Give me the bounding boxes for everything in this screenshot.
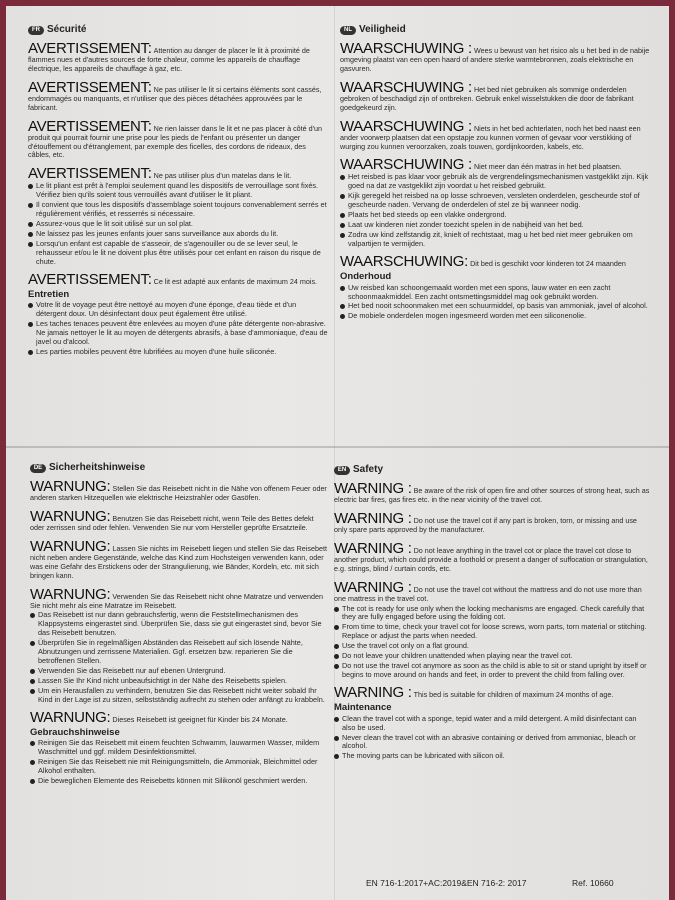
- warning-text: Ne rien laisser dans le lit et ne pas placer à côté d'un produit qui pourrait fournir une prise pour les pieds de l'enfant ou présenter un danger d'étouffement ou d'étranglement, par exemple des ficelles, des cordons de rideaux, des câbles, etc.: [28, 123, 323, 160]
- warning-keyword: WARNING :: [334, 509, 412, 527]
- section-title-fr: [28, 26, 328, 35]
- list-item-text: Clean the travel cot with a sponge, tepid water and a mild detergent. A mild disinfectant can also be used.: [342, 713, 637, 732]
- list-item: [30, 667, 328, 676]
- bullet-icon: [334, 644, 339, 649]
- list-item-text: Reinigen Sie das Reisebett mit einem feuchten Schwamm, lauwarmen Wasser, mildem Waschmittel und ggf. mildem Desinfektionsmittel.: [38, 738, 320, 757]
- bullet-icon: [340, 314, 345, 319]
- warning-keyword: WARNUNG:: [30, 585, 111, 603]
- list-item-text: Het bed nooit schoonmaken met een schuurmiddel, op basis van ammoniak, javel of alcohol.: [348, 301, 648, 311]
- list-item: [28, 201, 328, 219]
- warning-text: Het bed niet gebruiken als sommige onderdelen gebroken of beschadigd zijn of ontbreken. Gebruik enkel wisselstukken die door de fabrikant goedgekeurd zijn.: [340, 84, 634, 112]
- warning-block: [28, 119, 328, 161]
- warning-keyword: WAARSCHUWING :: [340, 78, 472, 96]
- bullet-icon: [30, 779, 35, 784]
- bullet-icon: [340, 213, 345, 218]
- warning-keyword: WARNUNG:: [30, 537, 111, 555]
- list-item: [28, 348, 328, 357]
- list-item: [28, 240, 328, 267]
- list-item-text: Do not leave your children unattended when playing near the travel cot.: [342, 651, 573, 661]
- warning-text: Dit bed is geschikt voor kinderen tot 24 maanden: [470, 258, 626, 268]
- warning-block: [334, 541, 650, 574]
- warning-keyword: WAARSCHUWING :: [340, 117, 472, 135]
- bullet-icon: [334, 664, 339, 669]
- warning-block: [30, 509, 328, 533]
- warning-block: [28, 166, 328, 181]
- bullet-icon: [334, 717, 339, 722]
- list-item: [334, 734, 650, 752]
- warning-text: Niet meer dan één matras in het bed plaatsen.: [473, 162, 622, 172]
- warning-keyword: WARNING :: [334, 539, 412, 557]
- list-item: [30, 639, 328, 666]
- list-item-text: The cot is ready for use only when the locking mechanisms are engaged. Check carefully that they are fully engaged before using the folding cot.: [342, 603, 645, 622]
- bullet-icon: [28, 232, 33, 237]
- list-item: [340, 173, 652, 191]
- warning-block: [30, 710, 328, 725]
- section-fr: [28, 26, 328, 358]
- bullet-icon: [30, 760, 35, 765]
- warning-text: This bed is suitable for children of maximum 24 months of age.: [413, 689, 614, 699]
- warning-block: [340, 80, 652, 113]
- list-item: [334, 752, 650, 761]
- warning-block: [340, 254, 652, 269]
- section-title-text: Sicherheitshinweise: [49, 462, 146, 474]
- warning-block: [334, 481, 650, 505]
- list-item: [334, 715, 650, 733]
- list-item: [340, 192, 652, 210]
- list-item: [340, 211, 652, 220]
- list-item: [334, 642, 650, 651]
- bullet-icon: [334, 736, 339, 741]
- section-title-text: Veiligheid: [359, 24, 406, 36]
- list-item-text: Die beweglichen Elemente des Reisebetts können mit Silikonöl geschmiert werden.: [38, 776, 308, 786]
- list-item-text: Use the travel cot only on a flat ground.: [342, 641, 469, 651]
- warning-block: [28, 272, 328, 287]
- list-item-text: Il convient que tous les dispositifs d'assemblage soient toujours convenablement serrés et régulièrement vérifiés, et resserrés si nécessaire.: [36, 200, 327, 219]
- list-item: [30, 758, 328, 776]
- list-item-text: Das Reisebett ist nur dann gebrauchsfertig, wenn die Feststellmechanismen des Klappsystems eingerastet sind. Überprüfen Sie, dass sie gut eingerastet sind, bevor Sie das Reisebett benutzen.: [38, 610, 322, 638]
- list-item: [334, 662, 650, 680]
- warning-text: Lassen Sie nichts im Reisebett liegen und stellen Sie das Reisebett nicht neben andere Gegenstände, welche das Kind zum Hochsteigen verwenden kann, oder was eine Gefahr des Erstickens oder der Strangulierung, wie Bänder, Kordeln, etc. mit sich bringen kann.: [30, 543, 327, 580]
- list-item-text: Ne laissez pas les jeunes enfants jouer sans surveillance aux abords du lit.: [36, 228, 279, 238]
- flag-nl-icon: NL: [340, 26, 356, 35]
- warning-keyword: WAARSCHUWING:: [340, 252, 469, 270]
- care-title: Maintenance: [334, 701, 392, 713]
- list-item-text: Do not use the travel cot anymore as soon as the child is able to sit or stand upright by itself or begins to move around on hands and feet, in order to prevent the child from falling over.: [342, 660, 647, 679]
- list-item-text: Les parties mobiles peuvent être lubrifiées au moyen d'une huile siliconée.: [36, 346, 277, 356]
- list-item-text: De mobiele onderdelen mogen ingesmeerd worden met een siliconenolie.: [348, 311, 587, 321]
- section-title-en: [334, 466, 650, 475]
- list-item: [30, 777, 328, 786]
- warning-text: Dieses Reisebett ist geeignet für Kinder bis 24 Monate.: [112, 714, 288, 724]
- bullet-icon: [340, 286, 345, 291]
- fold-line-horizontal: [6, 446, 669, 448]
- care-title: Entretien: [28, 288, 70, 300]
- bullet-icon: [340, 304, 345, 309]
- section-title-de: [30, 464, 328, 473]
- warning-keyword: AVERTISSEMENT:: [28, 117, 152, 135]
- warning-text: Benutzen Sie das Reisebett nicht, wenn Teile des Bettes defekt oder zerrissen sind oder fehlen. Verwenden Sie nur vom Hersteller geprüfte Ersatzteile.: [30, 513, 314, 532]
- bullet-icon: [30, 641, 35, 646]
- warning-text: Ce lit est adapté aux enfants de maximum 24 mois.: [153, 276, 318, 286]
- warning-text: Do not use the travel cot without the mattress and do not use more than one mattress in the travel cot.: [334, 584, 642, 603]
- list-item: [30, 687, 328, 705]
- warning-text: Niets in het bed achterlaten, noch het bed naast een ander voorwerp plaatsen dat een opstapje zou kunnen vormen of gevaar voor verstikking of wurging zou kunnen veroorzaken, zoals touwen, gordijnkoorden, kabels, etc.: [340, 123, 641, 151]
- warning-block: [340, 41, 652, 74]
- warning-text: Stellen Sie das Reisebett nicht in die Nähe von offenem Feuer oder anderen starken Hitzequellen wie elektrische Heizstrahler oder Gasöfen.: [30, 484, 327, 502]
- warning-block: [28, 80, 328, 113]
- bullet-icon: [30, 613, 35, 618]
- section-title-text: Safety: [353, 464, 384, 476]
- list-item: [28, 301, 328, 319]
- warning-block: [30, 539, 328, 581]
- bullet-icon: [28, 350, 33, 355]
- warning-text: Be aware of the risk of open fire and other sources of strong heat, such as electric bar fires, gas fires etc. in the near vicinity of the travel cot.: [334, 486, 650, 504]
- list-item-text: From time to time, check your travel cot for loose screws, worn parts, torn material or stitching. Replace or adjust the parts when needed.: [342, 622, 647, 641]
- list-item: [334, 652, 650, 661]
- list-item-text: Het reisbed is pas klaar voor gebruik als de vergrendelingsmechanismen vastgeklikt zijn. Kijk goed na dat ze vastgeklikt zijn voordat u het reisbed gebruikt.: [348, 172, 649, 191]
- list-item-text: Laat uw kinderen niet zonder toezicht spelen in de nabijheid van het bed.: [348, 219, 584, 229]
- list-item: [30, 677, 328, 686]
- warning-keyword: AVERTISSEMENT:: [28, 165, 152, 183]
- list-item-text: Votre lit de voyage peut être nettoyé au moyen d'une éponge, d'eau tiède et d'un détergent doux. Un désinfectant doux peut également être utilisé.: [36, 300, 297, 319]
- warning-keyword: WAARSCHUWING :: [340, 156, 472, 174]
- section-de: [30, 464, 328, 787]
- bullet-icon: [28, 203, 33, 208]
- list-item: [28, 230, 328, 239]
- bullet-icon: [340, 194, 345, 199]
- warning-keyword: WARNING :: [334, 480, 412, 497]
- bullet-icon: [28, 222, 33, 227]
- list-item-text: Zodra uw kind zelfstandig zit, knielt of rechtstaat, mag u het bed niet meer gebruiken om valpartijen te vermijden.: [348, 229, 633, 248]
- list-item-text: Les taches tenaces peuvent être enlevées au moyen d'une pâte détergente non-abrasive. Ne jamais nettoyer le lit au moyen de détergents abrasifs, à base d'ammoniaque, d'eau de javel ou d'alcool.: [36, 319, 328, 347]
- bullet-icon: [28, 322, 33, 327]
- list-item-text: Lorsqu'un enfant est capable de s'asseoir, de s'agenouiller ou de se lever seul, le rehausseur et/ou le lit ne doivent plus être utilisés pour cet enfant en raison du risque de chute.: [36, 238, 321, 266]
- warning-text: Wees u bewust van het risico als u het bed in de nabije omgeving plaatst van een open haard of andere sterke warmtebronnen, zoals elektrische en gasvuren.: [340, 46, 650, 73]
- list-item-text: Plaats het bed steeds op een vlakke ondergrond.: [348, 210, 507, 220]
- section-nl: [340, 26, 652, 322]
- warning-keyword: AVERTISSEMENT:: [28, 270, 152, 288]
- warning-block: [28, 41, 328, 74]
- section-en: [334, 466, 650, 762]
- list-item: [340, 302, 652, 311]
- flag-en-icon: EN: [334, 466, 350, 475]
- warning-keyword: WARNING :: [334, 578, 412, 596]
- list-item-text: Assurez-vous que le lit soit utilisé sur un sol plat.: [36, 218, 193, 228]
- warning-text: Do not use the travel cot if any part is broken, torn, or missing and use only spare parts approved by the manufacturer.: [334, 515, 637, 534]
- fold-line-vertical: [334, 6, 335, 900]
- warning-text: Ne pas utiliser le lit si certains éléments sont cassés, endommagés ou manquants, et n'utiliser que des pièces détachées approuvées par le fabricant.: [28, 84, 322, 112]
- bullet-icon: [334, 607, 339, 612]
- list-item-text: Verwenden Sie das Reisebett nur auf ebenen Untergrund.: [38, 665, 226, 675]
- warning-keyword: WARNING :: [334, 683, 412, 701]
- list-item: [340, 221, 652, 230]
- list-item: [28, 320, 328, 347]
- warning-block: [30, 587, 328, 611]
- care-title: Onderhoud: [340, 270, 392, 282]
- list-item: [334, 623, 650, 641]
- warning-text: Do not leave anything in the travel cot or place the travel cot close to another product, which could provide a foothold or present a danger of suffocation or strangulation, e.g. strings, blind / curtain cords, etc.: [334, 545, 648, 573]
- list-item: [30, 611, 328, 638]
- list-item: [28, 182, 328, 200]
- warning-block: [334, 511, 650, 535]
- bullet-icon: [340, 223, 345, 228]
- warning-keyword: WARNUNG:: [30, 507, 111, 525]
- list-item: [340, 284, 652, 302]
- warning-text: Verwenden Sie das Reisebett nicht ohne Matratze und verwenden Sie nicht mehr als eine Matratze im Reisebett.: [30, 591, 323, 610]
- list-item-text: The moving parts can be lubricated with silicon oil.: [342, 751, 505, 761]
- list-item-text: Le lit pliant est prêt à l'emploi seulement quand les dispositifs de verrouillage sont fixés. Vérifiez bien qu'ils soient tous verrouillés avant d'utiliser le lit pliant.: [36, 181, 319, 200]
- warning-keyword: AVERTISSEMENT:: [28, 40, 152, 57]
- warning-text: Ne pas utiliser plus d'un matelas dans le lit.: [153, 171, 292, 181]
- bullet-icon: [30, 689, 35, 694]
- bullet-icon: [340, 175, 345, 180]
- bullet-icon: [334, 654, 339, 659]
- bullet-icon: [30, 679, 35, 684]
- warning-block: [334, 685, 650, 700]
- section-title-text: Sécurité: [47, 24, 87, 36]
- bullet-icon: [28, 303, 33, 308]
- list-item-text: Überprüfen Sie in regelmäßigen Abständen das Reisebett auf sich lösende Nähte, Abnutzungen und zerrissene Materialien. Ggf. ersetzen bzw. reparieren Sie die betroffenen Stellen.: [38, 638, 303, 665]
- warning-keyword: WARNUNG:: [30, 708, 111, 726]
- list-item: [334, 605, 650, 623]
- list-item: [30, 739, 328, 757]
- bullet-icon: [28, 242, 33, 247]
- bullet-icon: [30, 741, 35, 746]
- warning-keyword: AVERTISSEMENT:: [28, 78, 152, 96]
- list-item: [340, 231, 652, 249]
- list-item: [28, 220, 328, 229]
- list-item-text: Reinigen Sie das Reisebett nie mit Reinigungsmitteln, die Ammoniak, Bleichmittel oder Alkohol enthalten.: [38, 757, 318, 776]
- warning-keyword: WARNUNG:: [30, 478, 111, 495]
- flag-fr-icon: FR: [28, 26, 44, 35]
- warning-text: Attention au danger de placer le lit à proximité de flammes nues et d'autres sources de forte chaleur, comme les appareils de chauffage électrique, les appareils de chauffage à gaz, etc.: [28, 46, 310, 73]
- bullet-icon: [28, 184, 33, 189]
- warning-block: [334, 580, 650, 604]
- list-item-text: Um ein Herausfallen zu verhindern, benutzen Sie das Reisebett nicht weiter sobald Ihr Kind in der Lage ist zu sitzen, selbstständig aufrecht zu stehen oder anfängt zu krabbeln.: [38, 685, 325, 704]
- ref-number: Ref. 10660: [572, 878, 614, 888]
- section-title-nl: [340, 26, 652, 35]
- flag-de-icon: DE: [30, 464, 46, 473]
- bullet-icon: [334, 754, 339, 759]
- warning-block: [30, 479, 328, 503]
- bullet-icon: [334, 625, 339, 630]
- list-item-text: Never clean the travel cot with an abrasive containing or derived from ammoniac, bleach or alcohol.: [342, 732, 636, 751]
- list-item: [340, 312, 652, 321]
- bullet-icon: [30, 669, 35, 674]
- list-item-text: Uw reisbed kan schoongemaakt worden met een spons, lauw water en een zacht schoonmaakmiddel. Een zacht ontsmettingsmiddel mag ook gebruikt worden.: [348, 282, 611, 301]
- warning-block: [340, 157, 652, 172]
- care-title: Gebrauchshinweise: [30, 726, 120, 738]
- warning-keyword: WAARSCHUWING :: [340, 40, 472, 57]
- standard-reference: EN 716-1:2017+AC:2019&EN 716-2: 2017: [366, 878, 527, 888]
- warning-block: [340, 119, 652, 152]
- list-item-text: Kijk geregeld het reisbed na op losse schroeven, versleten onderdelen, gescheurde stof of gescheurde naden. Vervang de onderdelen of stel ze bij wanneer nodig.: [348, 191, 640, 210]
- list-item-text: Lassen Sie Ihr Kind nicht unbeaufsichtigt in der Nähe des Reisebetts spielen.: [38, 675, 288, 685]
- bullet-icon: [340, 233, 345, 238]
